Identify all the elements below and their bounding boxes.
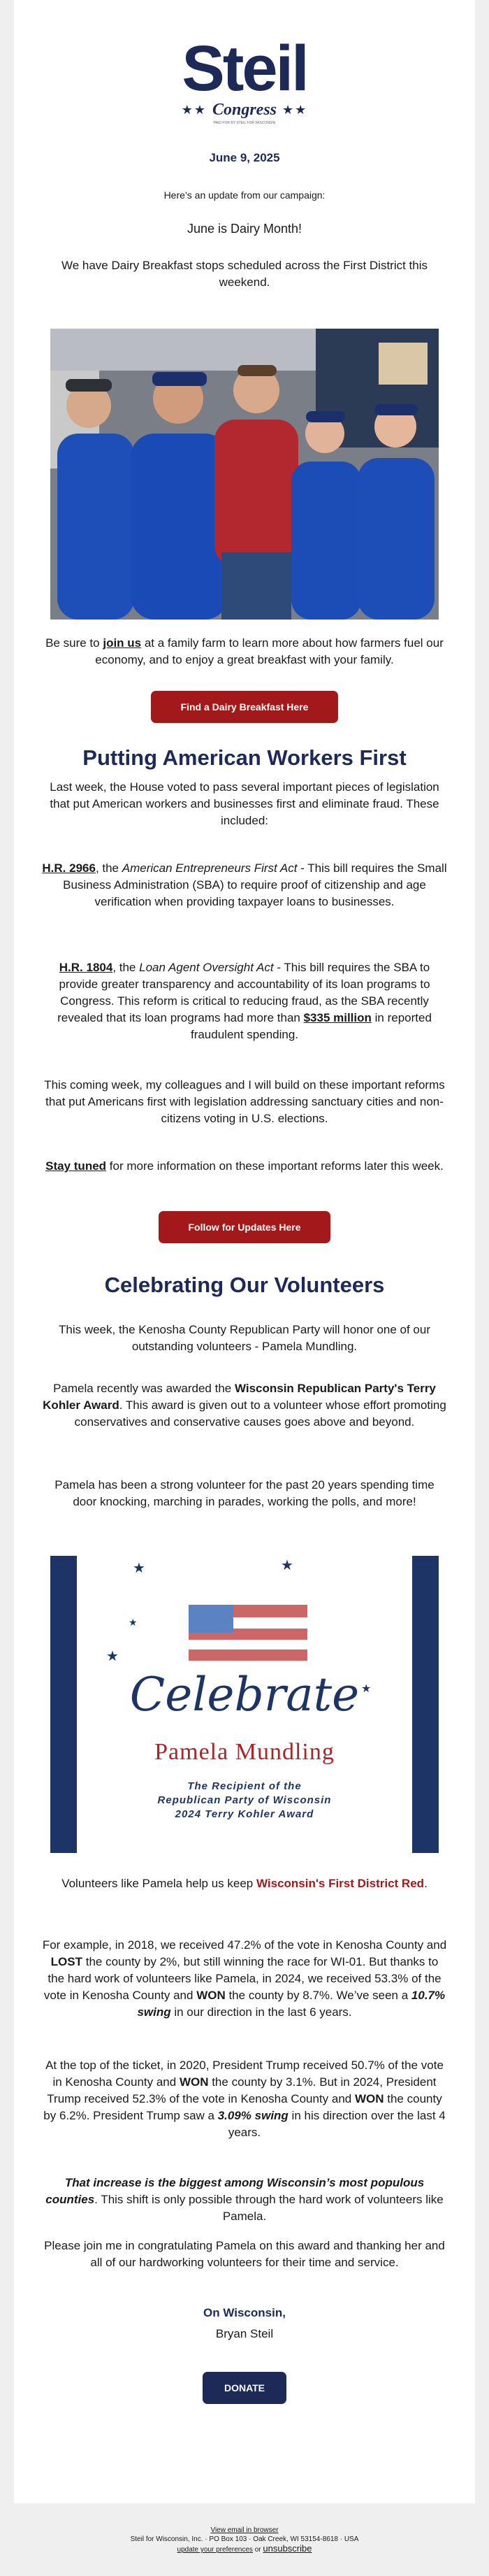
celebrate-script: Celebrate xyxy=(129,1668,360,1722)
dairy-heading: June is Dairy Month! xyxy=(187,222,302,236)
bill-hr2966: H.R. 2966, the American Entrepreneurs First Act - This bill requires the Small Business Administration (SBA) to require proof of citizenship and age verification when providing taxpayer loans to businesses. xyxy=(42,861,447,908)
volunteers-p3: Pamela has been a strong volunteer for the past 20 years spending time door knocking, marching in parades, working the polls, and more! xyxy=(54,1478,435,1508)
volunteers-p6: At the top of the ticket, in 2020, President Trump received 50.7% of the vote in Kenosha County and WON the county by 3.1%. But in 2024, President Trump received 52.3% of the vote in Kenosha County and WON the county by 6.2%. President Trump saw a 3.09% swing in his direction over the last 4 years. xyxy=(43,2059,446,2139)
dairy-text: We have Dairy Breakfast stops scheduled across the First District this weekend. xyxy=(61,259,428,289)
svg-text:★: ★ xyxy=(106,1649,119,1664)
volunteers-p7: That increase is the biggest among Wisconsin’s most populous counties. This shift is only possible through the hard work of volunteers like Pamela. xyxy=(45,2176,444,2223)
volunteers-p1: This week, the Kenosha County Republican Party will honor one of our outstanding volunteers - Pamela Mundling. xyxy=(58,1323,431,1353)
svg-text:★: ★ xyxy=(361,1683,372,1695)
card-recipient-name: Pamela Mundling xyxy=(154,1739,335,1765)
group-photo-illustration xyxy=(50,329,439,620)
bill-hr1804: H.R. 1804, the Loan Agent Oversight Act - This bill requires the SBA to provide greater transparency and accountability of its loan programs to Congress. This reform is critical to reducing fraud, as the SBA recently revealed that its loan programs had more than $335 million in reported fraudulent spending. xyxy=(57,961,432,1041)
intro-text: Here’s an update from our campaign: xyxy=(163,189,326,201)
join-paragraph: Be sure to join us at a family farm to learn more about how farmers fuel our economy, and to enjoy a great breakfast with your family. xyxy=(45,636,444,666)
donate-button[interactable]: DONATE xyxy=(203,2372,286,2404)
hr2966-link[interactable]: H.R. 2966 xyxy=(42,861,96,875)
follow-updates-button[interactable]: Follow for Updates Here xyxy=(159,1211,330,1243)
steil-congress-logo xyxy=(14,33,475,125)
view-in-browser-link[interactable]: View email in browser xyxy=(210,2526,279,2534)
dairy-breakfast-photo xyxy=(50,329,439,620)
svg-text:★: ★ xyxy=(133,1561,145,1576)
find-dairy-breakfast-button[interactable]: Find a Dairy Breakfast Here xyxy=(151,691,338,723)
unsubscribe-link[interactable]: unsubscribe xyxy=(263,2543,312,2554)
star-icon: ★★ xyxy=(181,103,207,117)
join-us-link[interactable]: join us xyxy=(103,636,142,650)
footer-address: Steil for Wisconsin, Inc. · PO Box 103 · Oak Creek, WI 53154-8618 · USA xyxy=(130,2535,359,2543)
volunteers-p4: Volunteers like Pamela help us keep Wisconsin's First District Red. xyxy=(61,1877,428,1890)
fraud-amount-link[interactable]: $335 million xyxy=(303,1011,372,1024)
svg-text:★: ★ xyxy=(281,1558,293,1573)
section-title-workers: Putting American Workers First xyxy=(82,745,407,770)
workers-intro: Last week, the House voted to pass several important pieces of legislation that put American workers and businesses first and eliminate fraud. These included: xyxy=(50,780,439,827)
star-icon: ★★ xyxy=(282,103,308,117)
logo-congress: Congress xyxy=(212,101,277,119)
email-footer: View email in browser Steil for Wisconsin, Inc. · PO Box 103 · Oak Creek, WI 53154-8618 · USA update your preferences or unsubscribe xyxy=(0,2526,489,2554)
volunteers-p5: For example, in 2018, we received 47.2% of the vote in Kenosha County and LOST the county by 2%, but still winning the race for WI-01. But thanks to the hard work of volunteers like Pamela, in 2024, we received 53.3% of the vote in Kenosha County and WON the county by 8.7%. We’ve seen a 10.7% swing in our direction in the last 6 years. xyxy=(42,1938,447,2019)
signature: Bryan Steil xyxy=(215,2327,274,2340)
volunteers-p2: Pamela recently was awarded the Wisconsin Republican Party's Terry Kohler Award. This award is given out to a volunteer whose effort promoting conservatives and conservative causes goes above and beyond. xyxy=(43,1382,446,1429)
section-title-volunteers: Celebrating Our Volunteers xyxy=(104,1273,385,1297)
volunteers-p8: Please join me in congratulating Pamela on this award and thanking her and all of our hardworking volunteers for their time and service. xyxy=(44,2239,445,2269)
svg-text:★: ★ xyxy=(129,1617,138,1628)
stay-tuned-link[interactable]: Stay tuned xyxy=(45,1159,107,1173)
stay-tuned-paragraph: Stay tuned for more information on these important reforms later this week. xyxy=(45,1159,444,1173)
card-award-text: The Recipient of the Republican Party of Wisconsin 2024 Terry Kohler Award xyxy=(157,1780,332,1820)
email-date: June 9, 2025 xyxy=(209,151,280,164)
next-week-text: This coming week, my colleagues and I will build on these important reforms that put Americans first with legislation addressing sanctuary cities and non-citizens voting in U.S. elections. xyxy=(44,1078,445,1125)
logo-wordmark: Steil xyxy=(182,33,307,104)
hr1804-link[interactable]: H.R. 1804 xyxy=(59,961,113,974)
update-preferences-link[interactable]: update your preferences xyxy=(177,2546,253,2554)
email-body xyxy=(14,0,475,2503)
logo-fine-print: PAID FOR BY STEIL FOR WISCONSIN xyxy=(213,121,276,125)
signoff: On Wisconsin, xyxy=(203,2306,286,2319)
celebrate-award-graphic xyxy=(50,1556,439,1853)
